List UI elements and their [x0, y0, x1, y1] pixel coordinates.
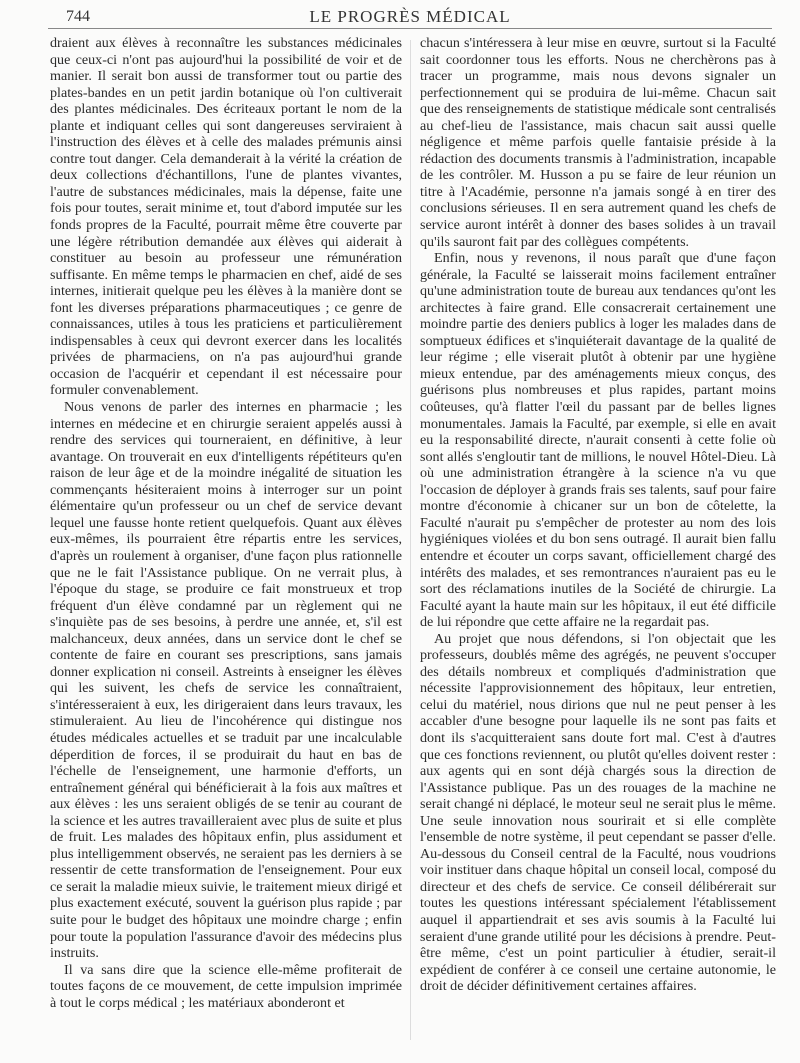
paragraph: draient aux élèves à reconnaître les substances médicinales que ceux-ci n'ont pas aujourd'hui la possibilité de voir et de manier. Il serait bon aussi de transformer tout ou partie des plates-bandes en un petit jardin botanique où l'on cultiverait des plantes médicinales. Des écriteaux portant le nom de la plante et indiquant celles qui sont dangereuses serviraient à l'instruction des élèves et à celle des malades prémunis ainsi contre tout danger. Cela demanderait à la vérité la création de deux collections d'échantillons, l'une de plantes vivantes, l'autre de substances médicinales, mais la dépense, faite une fois pour toutes, serait minime et, tout d'abord imputée sur les fonds propres de la Faculté, pourrait même être couverte par une légère rétribution demandée aux élèves qui aiderait à constituer au besoin au professeur une rémunération suffisante. En même temps le pharmacien en chef, aidé de ses internes, initierait quelque peu les élèves à la manière dont se font les diverses préparations pharmaceutiques ; ce genre de connaissances, utiles à tous les praticiens et particulièrement indispensables à ceux qui devront exercer dans les localités privées de pharmaciens, on n'a pas aujourd'hui grande occasion de l'acquérir et cependant il est nécessaire pour formuler convenablement.: [50, 35, 402, 399]
column-divider: [410, 40, 411, 1040]
right-column: [420, 35, 776, 995]
header-rule: [48, 28, 772, 29]
paragraph: Enfin, nous y revenons, il nous paraît que d'une façon générale, la Faculté se laisserait moins facilement entraîner qu'une administration toute de bureau aux tendances qu'ont les architectes à faire grand. Elle consacrerait certainement une moindre partie des deniers publics à loger les malades dans de somptueux édifices et s'inquiéterait davantage de la qualité de leur régime ; elle viserait plutôt à obtenir par une hygiène mieux entendue, par des aménagements mieux conçus, des guérisons plus nombreuses et plus rapides, partant moins coûteuses, qu'à flatter l'œil du passant par de belles lignes monumentales. Jamais la Faculté, par exemple, si elle en avait eu la responsabilité directe, n'aurait consenti à cette folie où sont allés s'engloutir tant de millions, le nouvel Hôtel-Dieu. Là où une administration étrangère à la science n'a vu que l'occasion de déployer à grands frais ses talents, sauf pour faire montre d'économie à chicaner sur un bon de côtelette, la Faculté n'aurait pu s'empêcher de protester au nom des lois hygiéniques violées et du bon sens outragé. Il aurait bien fallu entendre et écouter un corps savant, officiellement chargé des intérêts des malades, et ses remontrances n'auraient pas eu le sort des réclamations inutiles de la Société de chirurgie. La Faculté ayant la haute main sur les hôpitaux, il eut été difficile de lui répondre que cette affaire ne la regardait pas.: [420, 250, 776, 631]
journal-title: LE PROGRÈS MÉDICAL: [309, 7, 511, 26]
paragraph: Au projet que nous défendons, si l'on objectait que les professeurs, doublés même des agrégés, ne peuvent s'occuper des détails nombreux et compliqués d'administration que nécessite l'approvisionnement des hôpitaux, leur entretien, celui du matériel, nous dirions que nul ne peut penser à les accabler d'une besogne pour laquelle ils ne sont pas faits et dont ils s'acquitteraient sans doute fort mal. C'est à d'autres que ces fonctions reviennent, ou plutôt qu'elles doivent rester : aux agents qui en sont déjà chargés sous la direction de l'Assistance publique. Pas un des rouages de la machine ne serait changé ni déplacé, le moteur seul ne serait plus le même. Une seule innovation nous sourirait et si elle complète l'ensemble de notre système, il peut cependant se passer d'elle. Au-dessous du Conseil central de la Faculté, nous voudrions voir instituer dans chaque hôpital un conseil local, composé du directeur et des chefs de service. Ce conseil délibérerait sur toutes les questions intéressant spécialement l'établissement auquel il appartiendrait et ses avis soumis à la Faculté lui seraient d'une grande utilité pour les décisions à prendre. Peut-être même, c'est un point particulier à étudier, serait-il expédient de conférer à ce conseil une certaine autonomie, le droit de décider définitivement certaines affaires.: [420, 630, 776, 995]
left-column: [50, 35, 402, 1011]
paragraph: Il va sans dire que la science elle-même profiterait de toutes façons de ce mouvement, de cette impulsion imprimée à tout le corps médical ; les matériaux abonderont et: [50, 961, 402, 1011]
page-header: [48, 4, 772, 28]
paragraph: Nous venons de parler des internes en pharmacie ; les internes en médecine et en chirurgie seraient appelés aussi à rendre des services qui tourneraient, en définitive, à leur avantage. On trouverait en eux d'intelligents répétiteurs qu'en raison de leur âge et de la moindre inégalité de situation les commençants hésiteraient moins à interroger sur un point élémentaire qu'un professeur ou un chef de service devant lequel une fausse honte retient quelquefois. Quant aux élèves eux-mêmes, ils pourraient être répartis entre les services, d'après un roulement à organiser, d'une façon plus rationnelle que ne le fait l'Assistance publique. On ne verrait plus, à l'époque du stage, se produire ce fait monstrueux et trop fréquent d'un élève condamné par un règlement qui ne s'inquiète pas de ses besoins, à perdre une année, et, s'il est malchanceux, deux années, dans un service dont le chef se contente de faire en courant ses prescriptions, sans jamais donner explication ni conseil. Astreints à enseigner les élèves qui les suivent, les chefs de service les connaîtraient, s'intéresseraient à eux, les dirigeraient dans leurs travaux, les stimuleraient. Au lieu de l'incohérence qui distingue nos études médicales actuelles et se traduit par une incalculable déperdition de forces, il se produirait du haut en bas de l'échelle de l'enseignement, une harmonie d'efforts, un entraînement général qui bénéficierait à la fois aux maîtres et aux élèves : les uns seraient obligés de se tenir au courant de la science et les autres travailleraient avec plus de suite et plus de fruit. Les malades des hôpitaux enfin, plus assidument et plus intelligemment observés, ne seraient pas les derniers à se ressentir de cette transformation de l'enseignement. Pour eux ce serait la maladie mieux suivie, le traitement mieux dirigé et plus exactement exécuté, souvent la guérison plus rapide ; par suite pour le budget des hôpitaux une moindre charge ; enfin pour toute la population l'assurance d'avoir des médecins plus instruits.: [50, 399, 402, 962]
paragraph: chacun s'intéressera à leur mise en œuvre, surtout si la Faculté sait coordonner tous les efforts. Nous ne cherchèrons pas à tracer un programme, mais nous devons signaler un perfectionnement qui se produira de lui-même. Chacun sait que des renseignements de statistique médicale sont centralisés au chef-lieu de l'assistance, mais chacun sait aussi quelle négligence et même parfois quelle fantaisie préside à la rédaction des documents transmis à l'administration, incapable de les contrôler. M. Husson a pu se faire de leur réunion un titre à l'Académie, personne n'a jamais songé à en tirer des conclusions sérieuses. Il en sera autrement quand les chefs de service auront intérêt à donner des bases solides à un travail qu'ils sauront fait par des collègues compétents.: [420, 35, 776, 250]
page-number: 744: [66, 8, 90, 25]
